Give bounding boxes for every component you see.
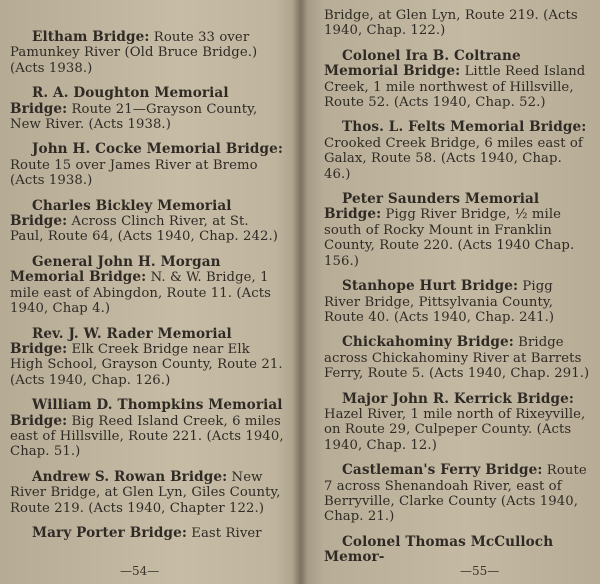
entry-name: Colonel Thomas McCulloch Memor- [324,533,554,566]
left-entry-8 [10,470,286,516]
entry-text: Pigg River Bridge, ½ mile south of Rocky Mount in Franklin County, Route 220. (Acts 1940 Chap. 156.) [324,207,575,269]
right-entry-7 [324,463,590,525]
entry-text: Bridge across Chickahominy River at Barrets Ferry, Route 5. (Acts 1940, Chap. 291.) [324,335,590,382]
entry-text: Route 15 over James River at Bremo (Acts 1938.) [10,157,258,189]
entry-name: William D. Thompkins Memorial Bridge: [10,397,283,429]
entry-text: Across Clinch River, at St. Paul, Route 64, (Acts 1940, Chap. 242.) [10,214,278,245]
entry-name: R. A. Doughton Memorial Bridge: [10,85,229,117]
left-entry-7 [10,398,286,460]
right-entry-4 [324,279,590,325]
entry-text: Route 21—Grayson County, New River. (Acts 1938.) [10,101,258,133]
entry-name: Andrew S. Rowan Bridge: [32,468,228,485]
entry-name: Peter Saunders Memorial Bridge: [324,191,540,223]
right-entry-3 [324,192,590,269]
entry-text: Route 7 across Shenandoah River, east of Berryville, Clarke County (Acts 1940, Chap. 21.) [324,463,587,525]
entry-name: Charles Bickley Memorial Bridge: [10,197,232,230]
entry-text: Hazel River, 1 mile north of Rixeyville, on Route 29, Culpeper County. (Acts 1940, Chap. 12.) [324,406,586,453]
left-entry-3 [10,142,286,188]
entry-name: General John H. Morgan Memorial Bridge: [10,253,221,286]
entry-name: Castleman's Ferry Bridge: [342,462,543,479]
right-entry-2 [324,120,590,182]
left-entry-1 [10,30,286,76]
right-entry-5 [324,335,590,381]
entry-name: Colonel Ira B. Coltrane Memorial Bridge: [324,47,521,80]
entry-text: New River Bridge, at Glen Lyn, Giles County, Route 219. (Acts 1940, Chapter 122.) [10,469,281,516]
entry-name: Major John R. Kerrick Bridge: [342,390,574,407]
entry-text: Pigg River Bridge, Pittsylvania County, Route 40. (Acts 1940, Chap. 241.) [324,279,555,325]
entry-name: Chickahominy Bridge: [342,334,514,351]
entry-text: Little Reed Island Creek, 1 mile northwest of Hillsville, Route 52. (Acts 1940, Chap. 52.) [324,64,586,111]
right-continuation: Bridge, at Glen Lyn, Route 219. (Acts 1940, Chap. 122.) [324,8,578,39]
left-entry-5 [10,255,286,317]
right-page [300,0,600,584]
book-gutter [292,0,308,584]
left-entry-2 [10,86,286,132]
right-entry-1 [324,49,590,111]
entry-text: Route 33 over Pamunkey River (Old Bruce Bridge.) (Acts 1938.) [10,30,258,76]
entry-text: Big Reed Island Creek, 6 miles east of Hillsville, Route 221. (Acts 1940, Chap. 51.) [10,413,284,460]
entry-name: Eltham Bridge: [32,29,150,45]
entry-name: Rev. J. W. Rader Memorial Bridge: [10,325,232,357]
entry-name: Mary Porter Bridge: [32,524,187,541]
page-number-left: —54— [120,564,160,578]
entry-name: Thos. L. Felts Memorial Bridge: [342,119,587,136]
left-entry-4 [10,199,286,245]
entry-name: Stanhope Hurt Bridge: [342,278,519,295]
right-entry-6 [324,392,590,454]
left-entry-6 [10,327,286,389]
entry-name: John H. Cocke Memorial Bridge: [32,141,283,158]
right-entry-8 [324,535,590,566]
left-entry-9 [10,526,286,541]
entry-text: East River [186,525,262,541]
entry-text: N. & W. Bridge, 1 mile east of Abingdon, Route 11. (Acts 1940, Chap 4.) [10,270,271,317]
entry-text: Crooked Creek Bridge, 6 miles east of Galax, Route 58. (Acts 1940, Chap. 46.) [324,135,583,182]
page-number-right: —55— [460,564,500,578]
entry-text: Elk Creek Bridge near Elk High School, Grayson County, Route 21. (Acts 1940, Chap. 126.) [10,341,283,388]
